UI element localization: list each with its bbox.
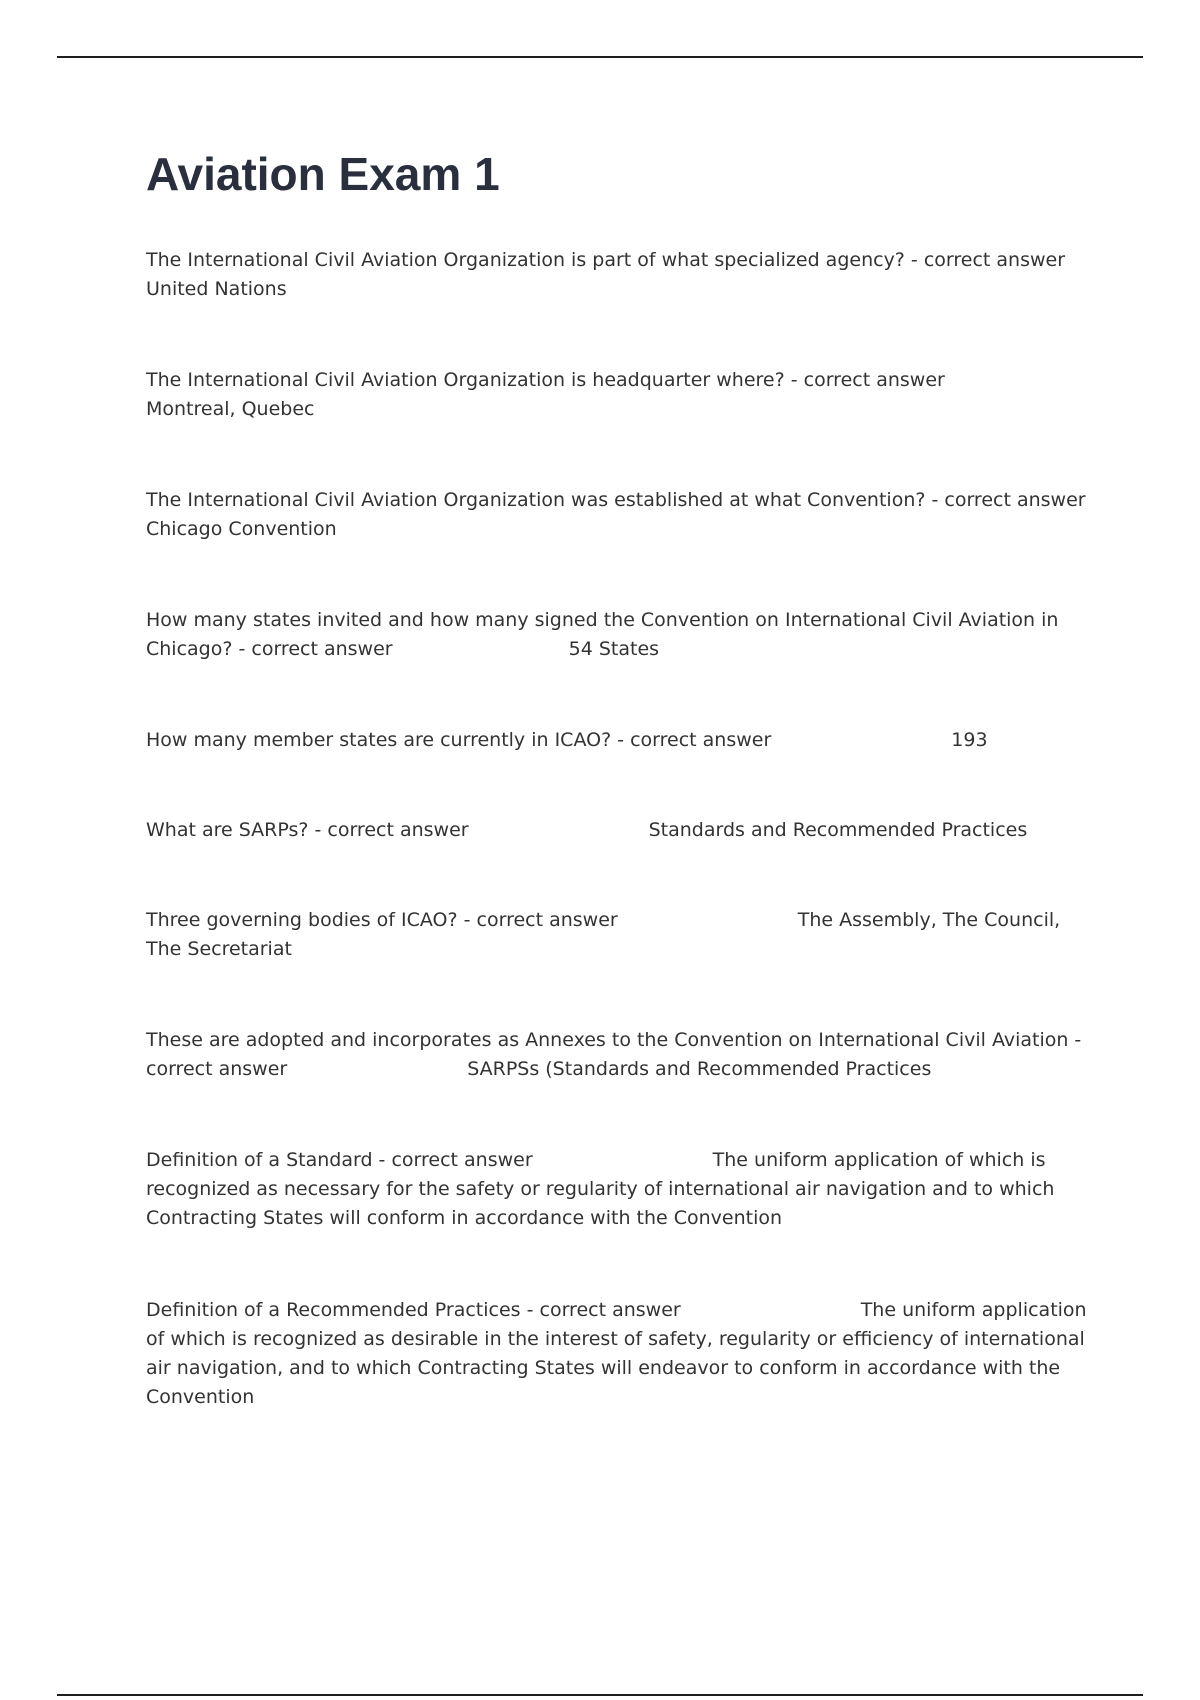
- answer-6: Standards and Recommended Practices: [648, 819, 1028, 841]
- qa-item-1: [146, 246, 1096, 304]
- qa-item-10: [146, 1296, 1096, 1412]
- answer-9: The uniform application of which is recognized as necessary for the safety or regularity of international air navigation and to which Contracting States will conform in accordance with the Convention: [146, 1149, 1055, 1229]
- answer-2: Montreal, Quebec: [146, 398, 315, 420]
- answer-3: Chicago Convention: [146, 518, 337, 540]
- answer-5: 193: [951, 729, 988, 751]
- qa-item-7: [146, 906, 1096, 964]
- answer-4: 54 States: [568, 638, 660, 660]
- page-title: Aviation Exam 1: [146, 148, 500, 200]
- question-2: The International Civil Aviation Organization is headquarter where? - correct answer: [146, 369, 945, 391]
- qa-item-3: [146, 486, 1096, 544]
- bottom-divider: [57, 1694, 1143, 1696]
- question-3: The International Civil Aviation Organization was established at what Convention? - correct answer: [146, 489, 1086, 511]
- qa-item-9: [146, 1146, 1096, 1233]
- answer-7: The Assembly, The Council, The Secretariat: [146, 909, 1061, 960]
- question-9: Definition of a Standard - correct answer: [146, 1149, 533, 1171]
- qa-item-4: [146, 606, 1096, 664]
- qa-item-6: [146, 816, 1096, 845]
- answer-8: SARPSs (Standards and Recommended Practices: [467, 1058, 932, 1080]
- qa-item-5: [146, 726, 1096, 755]
- question-7: Three governing bodies of ICAO? - correct answer: [146, 909, 618, 931]
- qa-item-8: [146, 1026, 1096, 1084]
- top-divider: [57, 56, 1143, 58]
- qa-item-2: [146, 366, 1096, 424]
- question-5: How many member states are currently in ICAO? - correct answer: [146, 729, 772, 751]
- question-6: What are SARPs? - correct answer: [146, 819, 469, 841]
- answer-10: The uniform application of which is recognized as desirable in the interest of safety, regularity or efficiency of international air navigation, and to which Contracting States will endeavor to conform in accordance with the Convention: [146, 1299, 1087, 1408]
- question-4: How many states invited and how many signed the Convention on International Civil Aviation in Chicago? - correct answer: [146, 609, 1059, 660]
- question-10: Definition of a Recommended Practices - correct answer: [146, 1299, 681, 1321]
- question-8: These are adopted and incorporates as Annexes to the Convention on International Civil Aviation - correct answer: [146, 1029, 1082, 1080]
- answer-1: United Nations: [146, 278, 287, 300]
- question-1: The International Civil Aviation Organization is part of what specialized agency? - correct answer: [146, 249, 1066, 271]
